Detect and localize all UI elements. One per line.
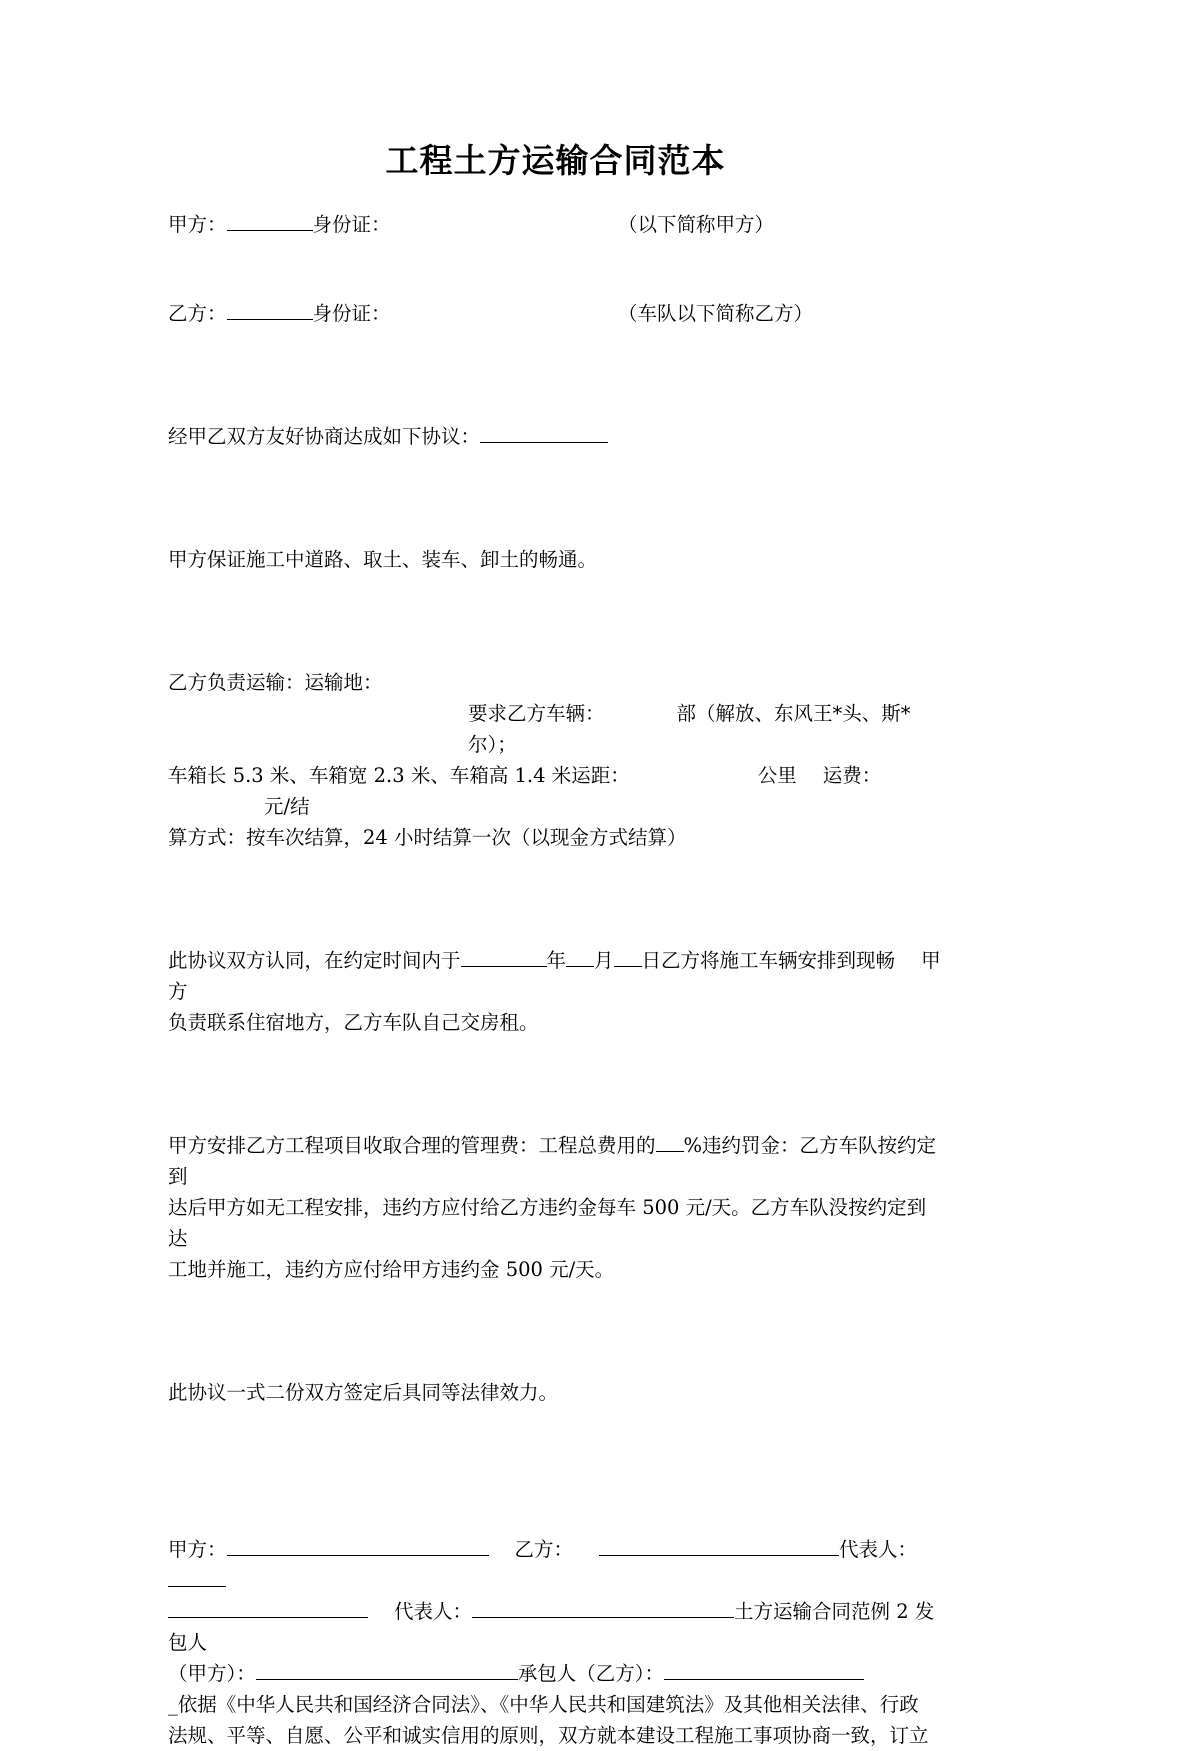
settlement-line: 算方式：按车次结算，24 小时结算一次（以现金方式结算） bbox=[168, 825, 687, 849]
clause-site-access: 甲方保证施工中道路、取土、装车、卸土的畅通。 bbox=[168, 547, 598, 571]
schedule-year-blank[interactable] bbox=[461, 947, 547, 967]
agreement-intro-line bbox=[168, 421, 943, 452]
signature-line-1 bbox=[168, 1534, 943, 1596]
document-content bbox=[168, 140, 943, 1751]
schedule-text-part1: 此协议双方认同，在约定时间内于 bbox=[168, 948, 461, 972]
spacer-9 bbox=[168, 1500, 943, 1534]
fee-text-part1: 甲方安排乙方工程项目收取合理的管理费：工程总费用的 bbox=[168, 1133, 656, 1157]
vehicle-dimensions-line bbox=[168, 760, 943, 822]
schedule-month-label: 月 bbox=[594, 948, 614, 972]
party-b-id-label: 身份证： bbox=[312, 301, 391, 325]
spacer-1 bbox=[168, 240, 943, 298]
freight-label: 运费： bbox=[822, 763, 882, 787]
clause-fee-line-2: 达后甲方如无工程安排，违约方应付给乙方违约金每车 500 元/天。乙方车队没按约定到达 bbox=[168, 1195, 927, 1250]
signature-representative-blank-2[interactable] bbox=[168, 1598, 368, 1618]
signature-line-2 bbox=[168, 1596, 943, 1658]
spacer-6 bbox=[168, 1038, 943, 1130]
spacer-7 bbox=[168, 1285, 943, 1377]
legal-basis-line-1: _依据《中华人民共和国经济合同法》、《中华人民共和国建筑法》及其他相关法律、行政 bbox=[168, 1692, 919, 1716]
appendix-title: 土方运输合同范例 2 发包人 bbox=[168, 1599, 935, 1654]
schedule-day-label: 日乙方将施工车辆安排到现畅 bbox=[641, 948, 896, 972]
clause-transport-label: 乙方负责运输：运输地： bbox=[168, 670, 383, 694]
party-a-label: 甲方： bbox=[168, 212, 227, 236]
spacer-8 bbox=[168, 1408, 943, 1500]
party-b-label: 乙方： bbox=[168, 301, 227, 325]
fee-percent-blank[interactable] bbox=[656, 1132, 684, 1152]
party-b-line bbox=[168, 298, 943, 329]
clause-fee-line-1 bbox=[168, 1130, 943, 1192]
page-title: 工程土方运输合同范本 bbox=[385, 141, 726, 180]
signature-representative-label: 代表人： bbox=[839, 1537, 918, 1561]
legal-basis-line-2: 法规、平等、自愿、公平和诚实信用的原则，双方就本建设工程施工事项协商一致，订立 bbox=[168, 1723, 929, 1747]
signature-representative-blank-3[interactable] bbox=[472, 1598, 734, 1618]
schedule-day-blank[interactable] bbox=[614, 947, 642, 967]
clause-schedule-line-2: 负责联系住宿地方，乙方车队自己交房租。 bbox=[168, 1010, 539, 1034]
distance-unit-label: 公里 bbox=[757, 763, 797, 787]
party-b-name-blank[interactable] bbox=[227, 300, 313, 320]
contractor-blank[interactable] bbox=[664, 1660, 864, 1680]
spacer-3 bbox=[168, 452, 943, 544]
freight-unit-label: 元/结 bbox=[264, 794, 310, 818]
employer-label: （甲方）： bbox=[168, 1661, 256, 1685]
party-a-line bbox=[168, 209, 943, 240]
contractor-label: 承包人（乙方）： bbox=[517, 1661, 665, 1685]
party-a-id-label: 身份证： bbox=[312, 212, 391, 236]
signature-party-b-blank[interactable] bbox=[599, 1536, 839, 1556]
vehicle-unit-label: 部（解放、东风王*头、斯*尔）； bbox=[468, 701, 911, 756]
clause-fee-line-3: 工地并施工，违约方应付给甲方违约金 500 元/天。 bbox=[168, 1257, 615, 1281]
spacer-4 bbox=[168, 575, 943, 667]
agreement-intro-label: 经甲乙双方友好协商达成如下协议： bbox=[168, 424, 481, 448]
signature-party-b-label: 乙方： bbox=[514, 1537, 574, 1561]
signature-representative-blank[interactable] bbox=[168, 1567, 226, 1587]
spacer-5 bbox=[168, 853, 943, 945]
fee-text-part2: %违约罚金：乙方车队按约定到 bbox=[168, 1133, 937, 1188]
schedule-month-blank[interactable] bbox=[566, 947, 594, 967]
signature-party-a-label: 甲方： bbox=[168, 1537, 227, 1561]
party-a-note: （以下简称甲方） bbox=[618, 212, 775, 236]
schedule-year-label: 年 bbox=[546, 948, 567, 972]
employer-blank[interactable] bbox=[256, 1660, 518, 1680]
party-b-note: （车队以下简称乙方） bbox=[618, 301, 814, 325]
vehicle-dimensions-label: 车箱长 5.3 米、车箱宽 2.3 米、车箱高 1.4 米运距： bbox=[168, 763, 630, 787]
clause-schedule-line-1 bbox=[168, 945, 943, 1007]
vehicle-requirement-line bbox=[168, 698, 943, 760]
signature-line-3 bbox=[168, 1658, 943, 1689]
spacer-2 bbox=[168, 329, 943, 421]
signature-party-a-blank[interactable] bbox=[227, 1536, 489, 1556]
schedule-text-part2: 甲方 bbox=[168, 948, 941, 1003]
party-a-name-blank[interactable] bbox=[227, 211, 313, 231]
agreement-intro-blank[interactable] bbox=[480, 423, 608, 443]
vehicle-requirement-label: 要求乙方车辆： bbox=[468, 701, 605, 725]
signature-representative-label-2: 代表人： bbox=[394, 1599, 473, 1623]
clause-copies: 此协议一式二份双方签定后具同等法律效力。 bbox=[168, 1380, 559, 1404]
